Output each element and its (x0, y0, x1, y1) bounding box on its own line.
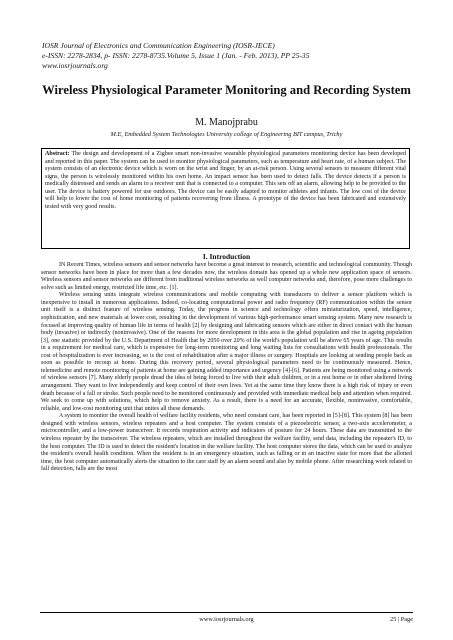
paragraph: IN Recent Times, wireless sensors and sensor networks have become a great interest to research, scientific and technological community. Though sensor networks have been in place for more than a few decades now, the wireless domain has opened up a whole new application space of sensors. Wireless sensors and sensor networks are different from traditional wireless networks as well computer networks and, therefore, pose more challenges to solve such as limited energy, restricted life time, etc. [1]. (41, 262, 412, 291)
page-footer (40, 612, 413, 625)
abstract-label: Abstract: (45, 151, 70, 157)
journal-header (42, 41, 422, 71)
section-body (41, 262, 412, 474)
journal-website: www.iosrjournals.org (42, 61, 108, 70)
paper-author: M. Manojprabu (195, 117, 258, 128)
abstract-text: The design and development of a Zigbee smart non-invasive wearable physiological parameters monitoring device has been developed and reported in this paper. The system can be used to monitor physiological parameters, such as temperature and heart rate, of a human subject. The system consists of an electronic device which is worn on the wrist and finger, by an at-risk person. Using several sensors to measure different vital signs, the person is wirelessly monitored within his own home. An impact sensor has been used to detect falls. The device detects if a person is medically distressed and sends an alarm to a receiver unit that is connected to a computer. This sets off an alarm, allowing help to be provided to the user. The device is battery powered for use outdoors. The device can be easily adapted to monitor athletes and infants. The low cost of the device will help to lower the cost of home monitoring of patients recovering from illness. A prototype of the device has been fabricated and extensively tested with very good results. (45, 151, 407, 210)
page-number: 25 | Page (390, 616, 413, 623)
section-heading: I. Introduction (202, 252, 251, 261)
author-affiliation: M.E, Embedded System Technologies University college of Engineering BIT campus, Trichy (110, 131, 343, 138)
paragraph: A system to monitor the overall health of welfare facility residents, who need constant care, has been reported in [5]-[8]. This system [8] has been designed with wireless sensors, wireless repeaters and a host computer. The system consists of a piezoelectric sensor, a two-axis accelerometer, a microcontroller, and a low-power transceiver. It records respiration activity and indicators of posture for 24 hours. These data are transmitted to the wireless repeater by the transceiver. The wireless repeaters, which are installed throughout the welfare facility, send data, including the repeater's ID, to the host computer. The ID is used to detect the resident's location in the welfare facility. The host computer stores the data, which can be used to analyze the resident's overall health condition. When the resident is in an emergency situation, such as falling or in an inactive state for more that the allotted time, the host computer automatically alerts the situation to the care staff by an alarm sound and also by mobile phone. After researching work related to fall detection, falls are the most (41, 413, 412, 473)
paragraph: Wireless sensing units integrate wireless communications and mobile computing with transducers to deliver a sensor platform which is inexpensive to install in numerous applications. Indeed, co-locating computational power and radio frequency (RF) communication within the sensor unit itself is a distinct feature of wireless sensing. Today, the progress in science and technology offers miniaturization, speed, intelligence, sophistication, and new materials at lower cost, resulting in the development of various high-performance smart sensing system. Many new research is focused at improving quality of human life in terms of health [2] by designing and fabricating sensors which are either in direct contact with the human body (invasive) or indirectly (noninvasive). One of the reasons for more development in this area is the global population and rise in ageing population [3], one statistic provided by the U.S. Department of Health that by 2050 over 20% of the world's population will be above 65 years of age. This results in a requirement for medical care, which is expensive for long-term monitoring and long waiting lists for consultations with health professionals. The cost of hospitalization is ever increasing, so is the cost of rehabilitation after a major illness or surgery. Hospitals are looking at sending people back as soon as possible to recoup at home. During this recovery period, several physiological parameters need to be continuously measured. Hence, telemedicine and remote monitoring of patients at home are gaining added importance and urgency [4]-[6]. Patients are being monitored using a network of wireless sensors [7]. Many elderly people dread the idea of being forced to live with their adult children, or in a rest home or in other sheltered living arrangement. They want to live independently and keep control of their own lives. Yet at the same time they know there is a high risk of injury or even death because of a fall or stroke. Such people need to be monitored continuously and provided with immediate medical help and attention when required. We seek to come up with solutions, which help to remove anxiety. As a result, there is a need for an accurate, flexible, noninvasive, comfortable, reliable, and low-cost monitoring unit that unites all these demands. (41, 292, 412, 412)
abstract-box (41, 148, 410, 249)
journal-name: IOSR Journal of Electronics and Communication Engineering (IOSR-JECE) (42, 41, 275, 50)
footer-website: www.iosrjournals.org (199, 616, 254, 623)
paper-title: Wireless Physiological Parameter Monitoring and Recording System (42, 83, 411, 97)
issn-line: e-ISSN: 2278-2834, p- ISSN: 2278-8735.Volume 5, Issue 1 (Jan. - Feb. 2013), PP 25-35 (42, 51, 310, 60)
